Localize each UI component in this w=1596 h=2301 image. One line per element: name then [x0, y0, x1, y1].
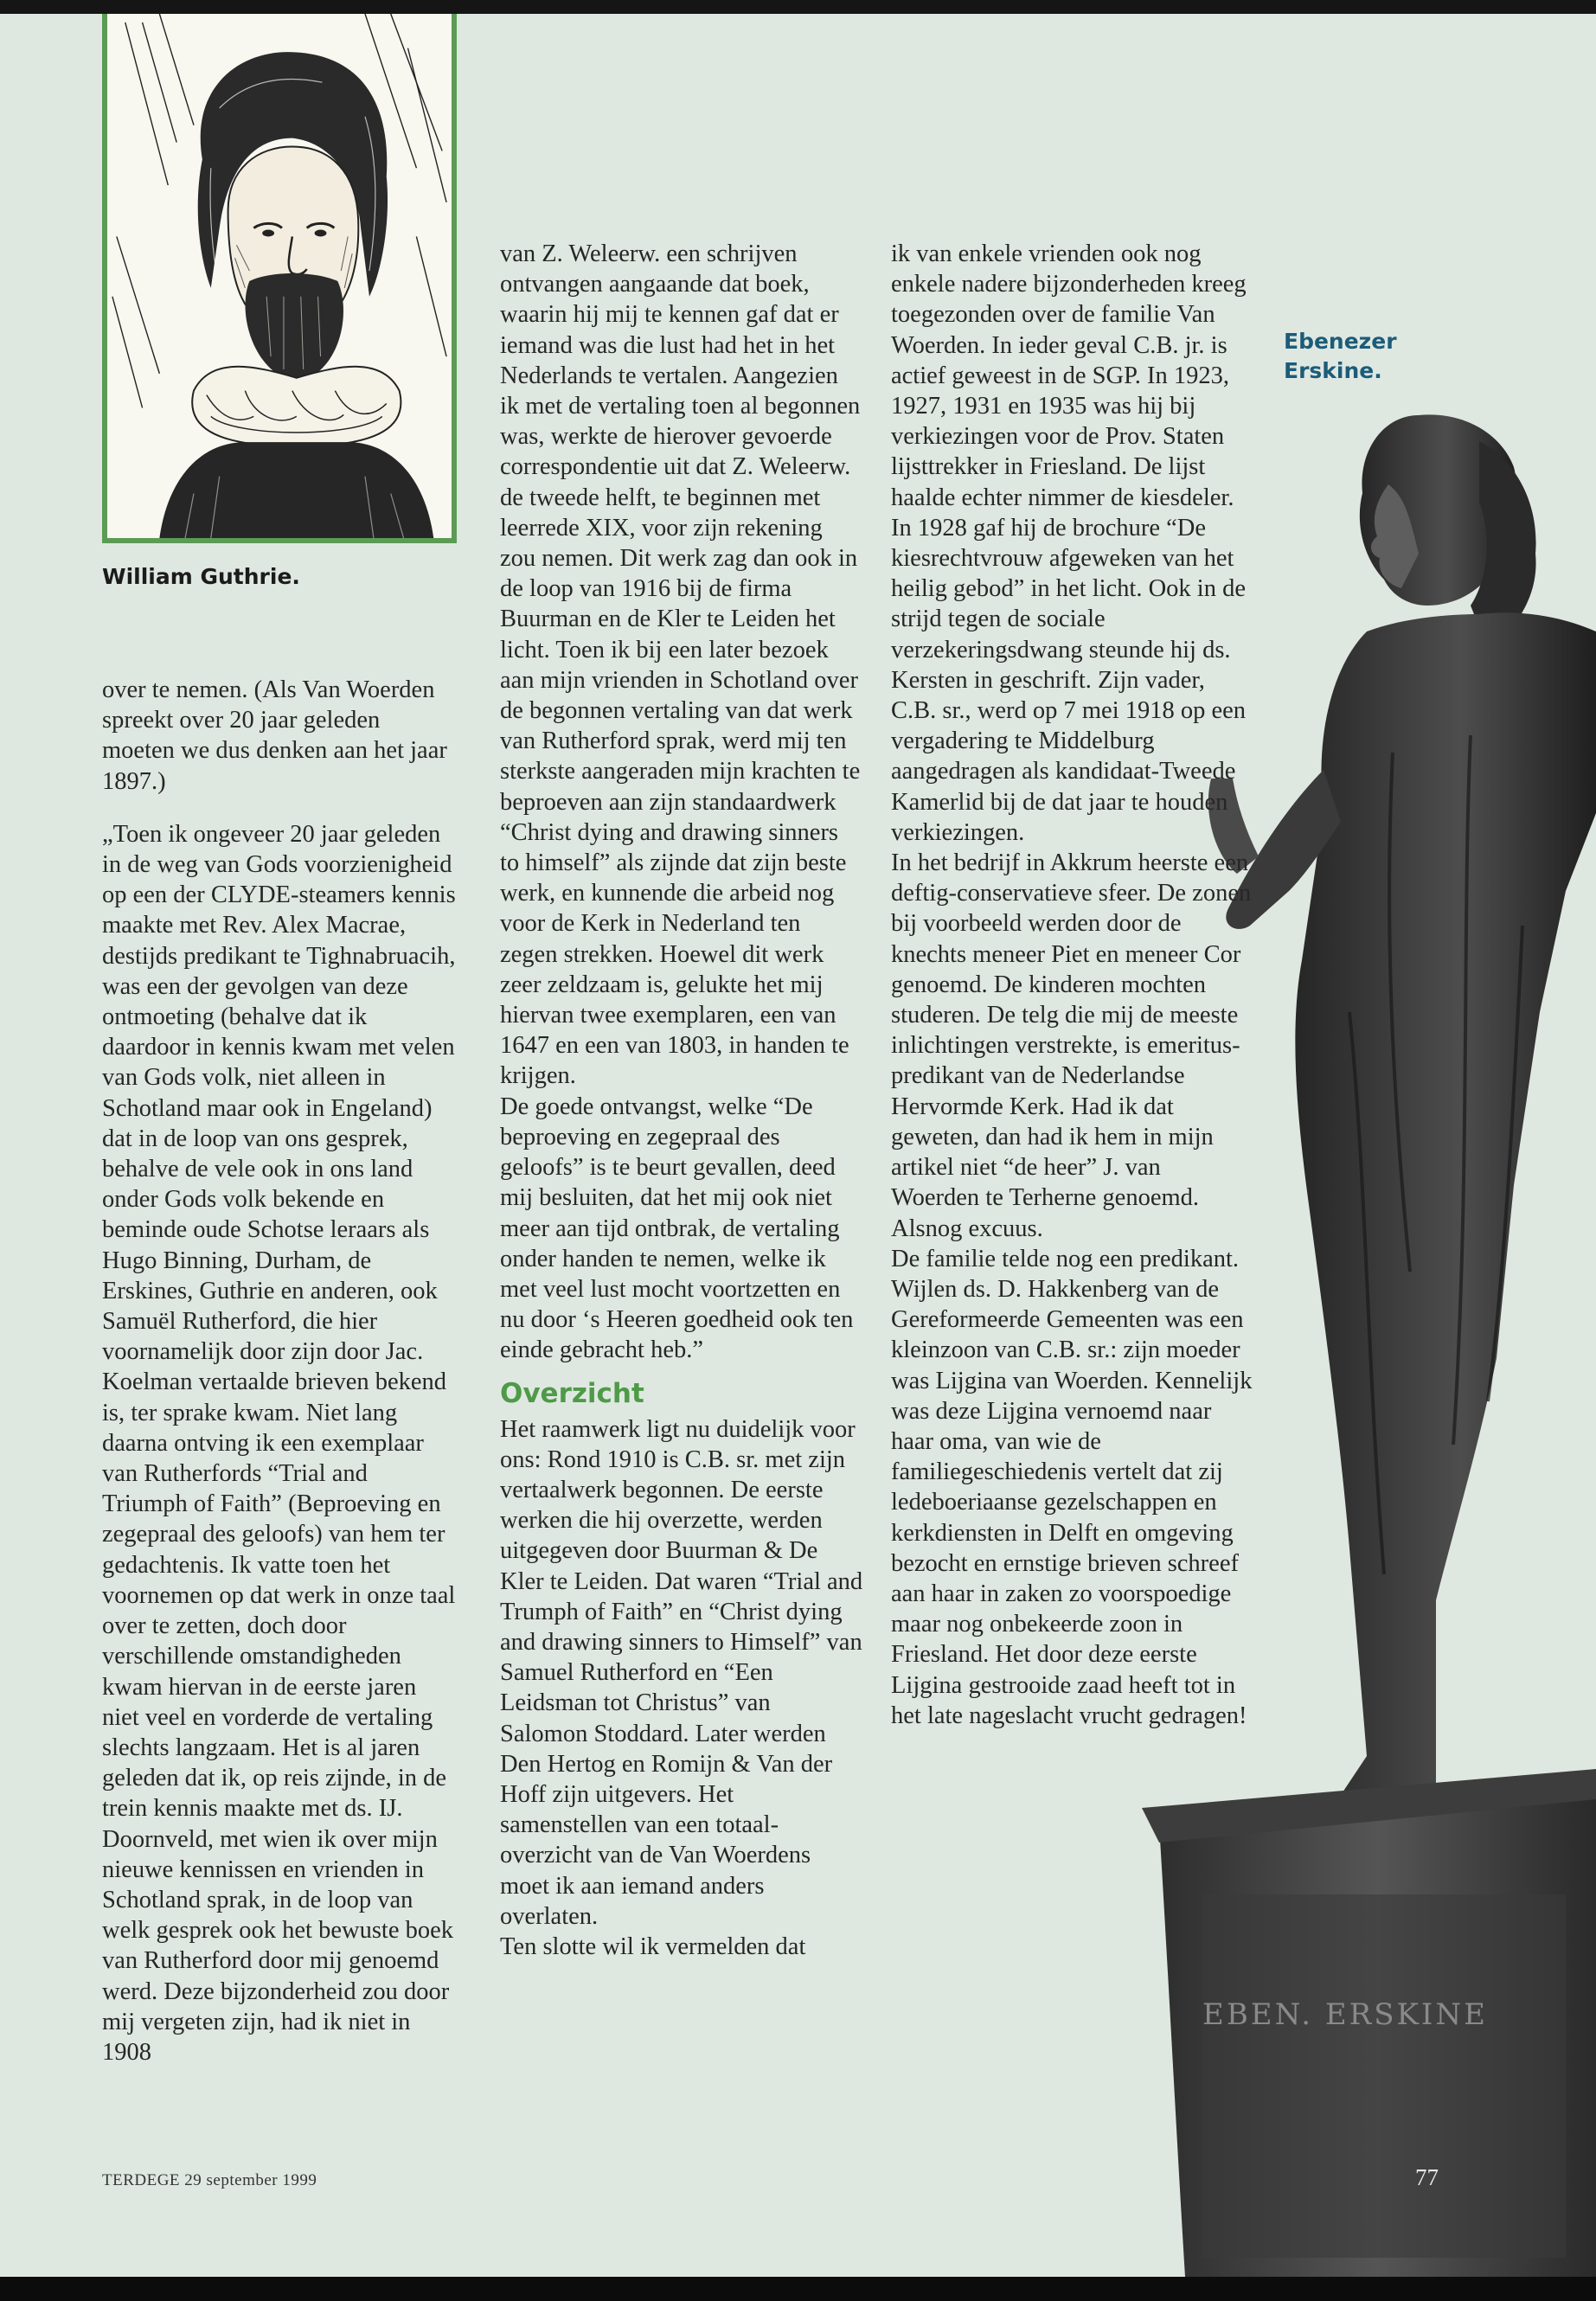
article-column-2	[500, 239, 863, 1962]
page-number: 77	[1415, 2164, 1439, 2190]
article-column-3	[891, 239, 1254, 1731]
column3-paragraph-2: In het bedrijf in Akkrum heerste een deftig-conservatieve sfeer. De zonen bij voorbeeld werden door de knechts meneer Piet en meneer Cor genoemd. De kinderen mochten studeren. De telg die mij de meeste inlichtingen verstrekte, is emeritus-predikant van de Nederlandse Hervormde Kerk. Had ik dat geweten, dan had ik hem in mijn artikel niet “de heer” J. van Woerden te Terherne genoemd. Alsnog excuus.	[891, 849, 1252, 1242]
column1-quote-paragraph: „Toen ik ongeveer 20 jaar geleden in de weg van Gods voorzienigheid op een der CLYDE-steamers kennis maakte met Rev. Alex Macrae, destijds predikant te Tighnabruacih, was een der gevolgen van deze ontmoeting (behalve dat ik daardoor in kennis kwam met velen van Gods volk, niet alleen in Schotland maar ook in Engeland) dat in de loop van ons gesprek, behalve de vele ook in ons land onder Gods volk bekende en beminde oude Schotse leraars als Hugo Binning, Durham, de Erskines, Guthrie en anderen, ook Samuël Rutherford, die hier voornamelijk door zijn door Jac. Koelman vertaalde brieven bekend is, ter sprake kwam. Niet lang daarna ontving ik een exemplaar van Rutherfords “Trial and Triumph of Faith” (Beproeving en zegepraal des geloofs) van hem ter gedachtenis. Ik vatte toen het voornemen op dat werk in onze taal over te zetten, doch door verschillende omstandigheden kwam hiervan in de eerste jaren niet veel en vorderde de vertaling slechts langzaam. Het is al jaren geleden dat ik, op reis zijnde, in de trein kennis maakte met ds. IJ. Doornveld, met wien ik over mijn nieuwe kennissen en vrienden in Schotland sprak, in de loop van welk gesprek ook het bewuste boek van Rutherford door mij genoemd werd. Deze bijzonderheid zou door mij vergeten zijn, had ik niet in 1908	[102, 820, 456, 2066]
portrait-caption: William Guthrie.	[102, 564, 300, 589]
column2-paragraph-1: van Z. Weleerw. een schrijven ontvangen aangaande dat boek, waarin hij mij te kennen gaf dat er iemand was die lust had het in het Nederlands te vertalen. Aangezien ik met de vertaling toen al begonnen was, werkte de hierover gevoerde correspondentie uit dat Z. Weleerw. de tweede helft, te beginnen met leerrede XIX, voor zijn rekening zou nemen. Dit werk zag dan ook in de loop van 1916 bij de firma Buurman en de Kler te Leiden het licht. Toen ik bij een later bezoek aan mijn vrienden in Schotland over de begonnen vertaling van dat werk van Rutherford sprak, werd mij ten sterkste aangeraden mijn krachten te beproeven aan zijn standaardwerk “Christ dying and drawing sinners to himself” als zijnde dat zijn beste werk, en kunnende die arbeid nog voor de Kerk in Nederland ten zegen strekken. Hoewel dit werk zeer zeldzaam is, gelukte het mij hiervan twee exemplaren, een van 1647 en een van 1803, in handen te krijgen.	[500, 240, 861, 1090]
column2-paragraph-2: De goede ontvangst, welke “De beproeving en zegepraal des geloofs” is te beurt gevallen, deed mij besluiten, dat het mij ook niet meer aan tijd ontbrak, de vertaling onder handen te nemen, welke ik met veel lust mocht voortzetten en nu door ‘s Heeren goedheid ook ten einde gebracht heb.”	[500, 1093, 854, 1364]
statue-caption-line-1: Ebenezer	[1284, 329, 1397, 354]
page-bottom-rule	[0, 2277, 1596, 2301]
statue-caption-line-2: Erskine.	[1284, 358, 1382, 383]
article-column-1	[102, 675, 458, 2067]
footer-publication: TERDEGE 29 september 1999	[102, 2171, 317, 2189]
portrait-engraving-icon	[107, 14, 452, 538]
column2-paragraph-3: Het raamwerk ligt nu duidelijk voor ons: Rond 1910 is C.B. sr. met zijn vertaalwerk begonnen. De eerste werken die hij overzette, werden uitgegeven door Buurman & De Kler te Leiden. Dat waren “Trial and Trumph of Faith” en “Christ dying and drawing sinners to Himself” van Samuel Rutherford en “Een Leidsman tot Christus” van Salomon Stoddard. Later werden Den Hertog en Romijn & Van der Hoff zijn uitgevers. Het samenstellen van een totaal-overzicht van de Van Woerdens moet ik aan iemand anders overlaten.	[500, 1415, 863, 1930]
column2-paragraph-4: Ten slotte wil ik vermelden dat	[500, 1932, 806, 1960]
statue-caption	[1284, 327, 1457, 386]
column3-paragraph-1: ik van enkele vrienden ook nog enkele nadere bijzonderheden kreeg toegezonden over de familie Van Woerden. In ieder geval C.B. jr. is actief geweest in de SGP. In 1923, 1927, 1931 en 1935 was hij bij verkiezingen voor de Prov. Staten lijsttrekker in Friesland. De lijst haalde echter nimmer de kiesdeler. In 1928 gaf hij de brochure “De kiesrechtvrouw afgeweken van het heilig gebod” in het licht. Ook in de strijd tegen de sociale verzekeringsdwang steunde hij ds. Kersten in geschrift. Zijn vader, C.B. sr., werd op 7 mei 1918 op een vergadering te Middelburg aangedragen als kandidaat-Tweede Kamerlid bij de dat jaar te houden verkiezingen.	[891, 240, 1247, 846]
section-heading-overzicht: Overzicht	[500, 1377, 644, 1409]
column3-paragraph-3: De familie telde nog een predikant. Wijlen ds. D. Hakkenberg van de Gereformeerde Gemeenten was een kleinzoon van C.B. sr.: zijn moeder was Lijgina van Woerden. Kennelijk was deze Lijgina vernoemd naar haar oma, van wie de familiegeschiedenis vertelt dat zij ledeboeriaanse gezelschappen en kerkdiensten in Delft en omgeving bezocht en ernstige brieven schreef aan haar in zaken zo voorspoedige maar nog onbekeerde zoon in Friesland. Het door deze eerste Lijgina gestrooide zaad heeft tot in het late nageslacht vrucht gedragen!	[891, 1245, 1253, 1729]
portrait-frame	[102, 14, 457, 543]
column1-lead-paragraph: over te nemen. (Als Van Woerden spreekt over 20 jaar geleden moeten we dus denken aan het jaar 1897.)	[102, 676, 447, 795]
page-top-rule	[0, 0, 1596, 14]
statue-inscription: EBEN. ERSKINE	[1202, 1997, 1488, 2032]
